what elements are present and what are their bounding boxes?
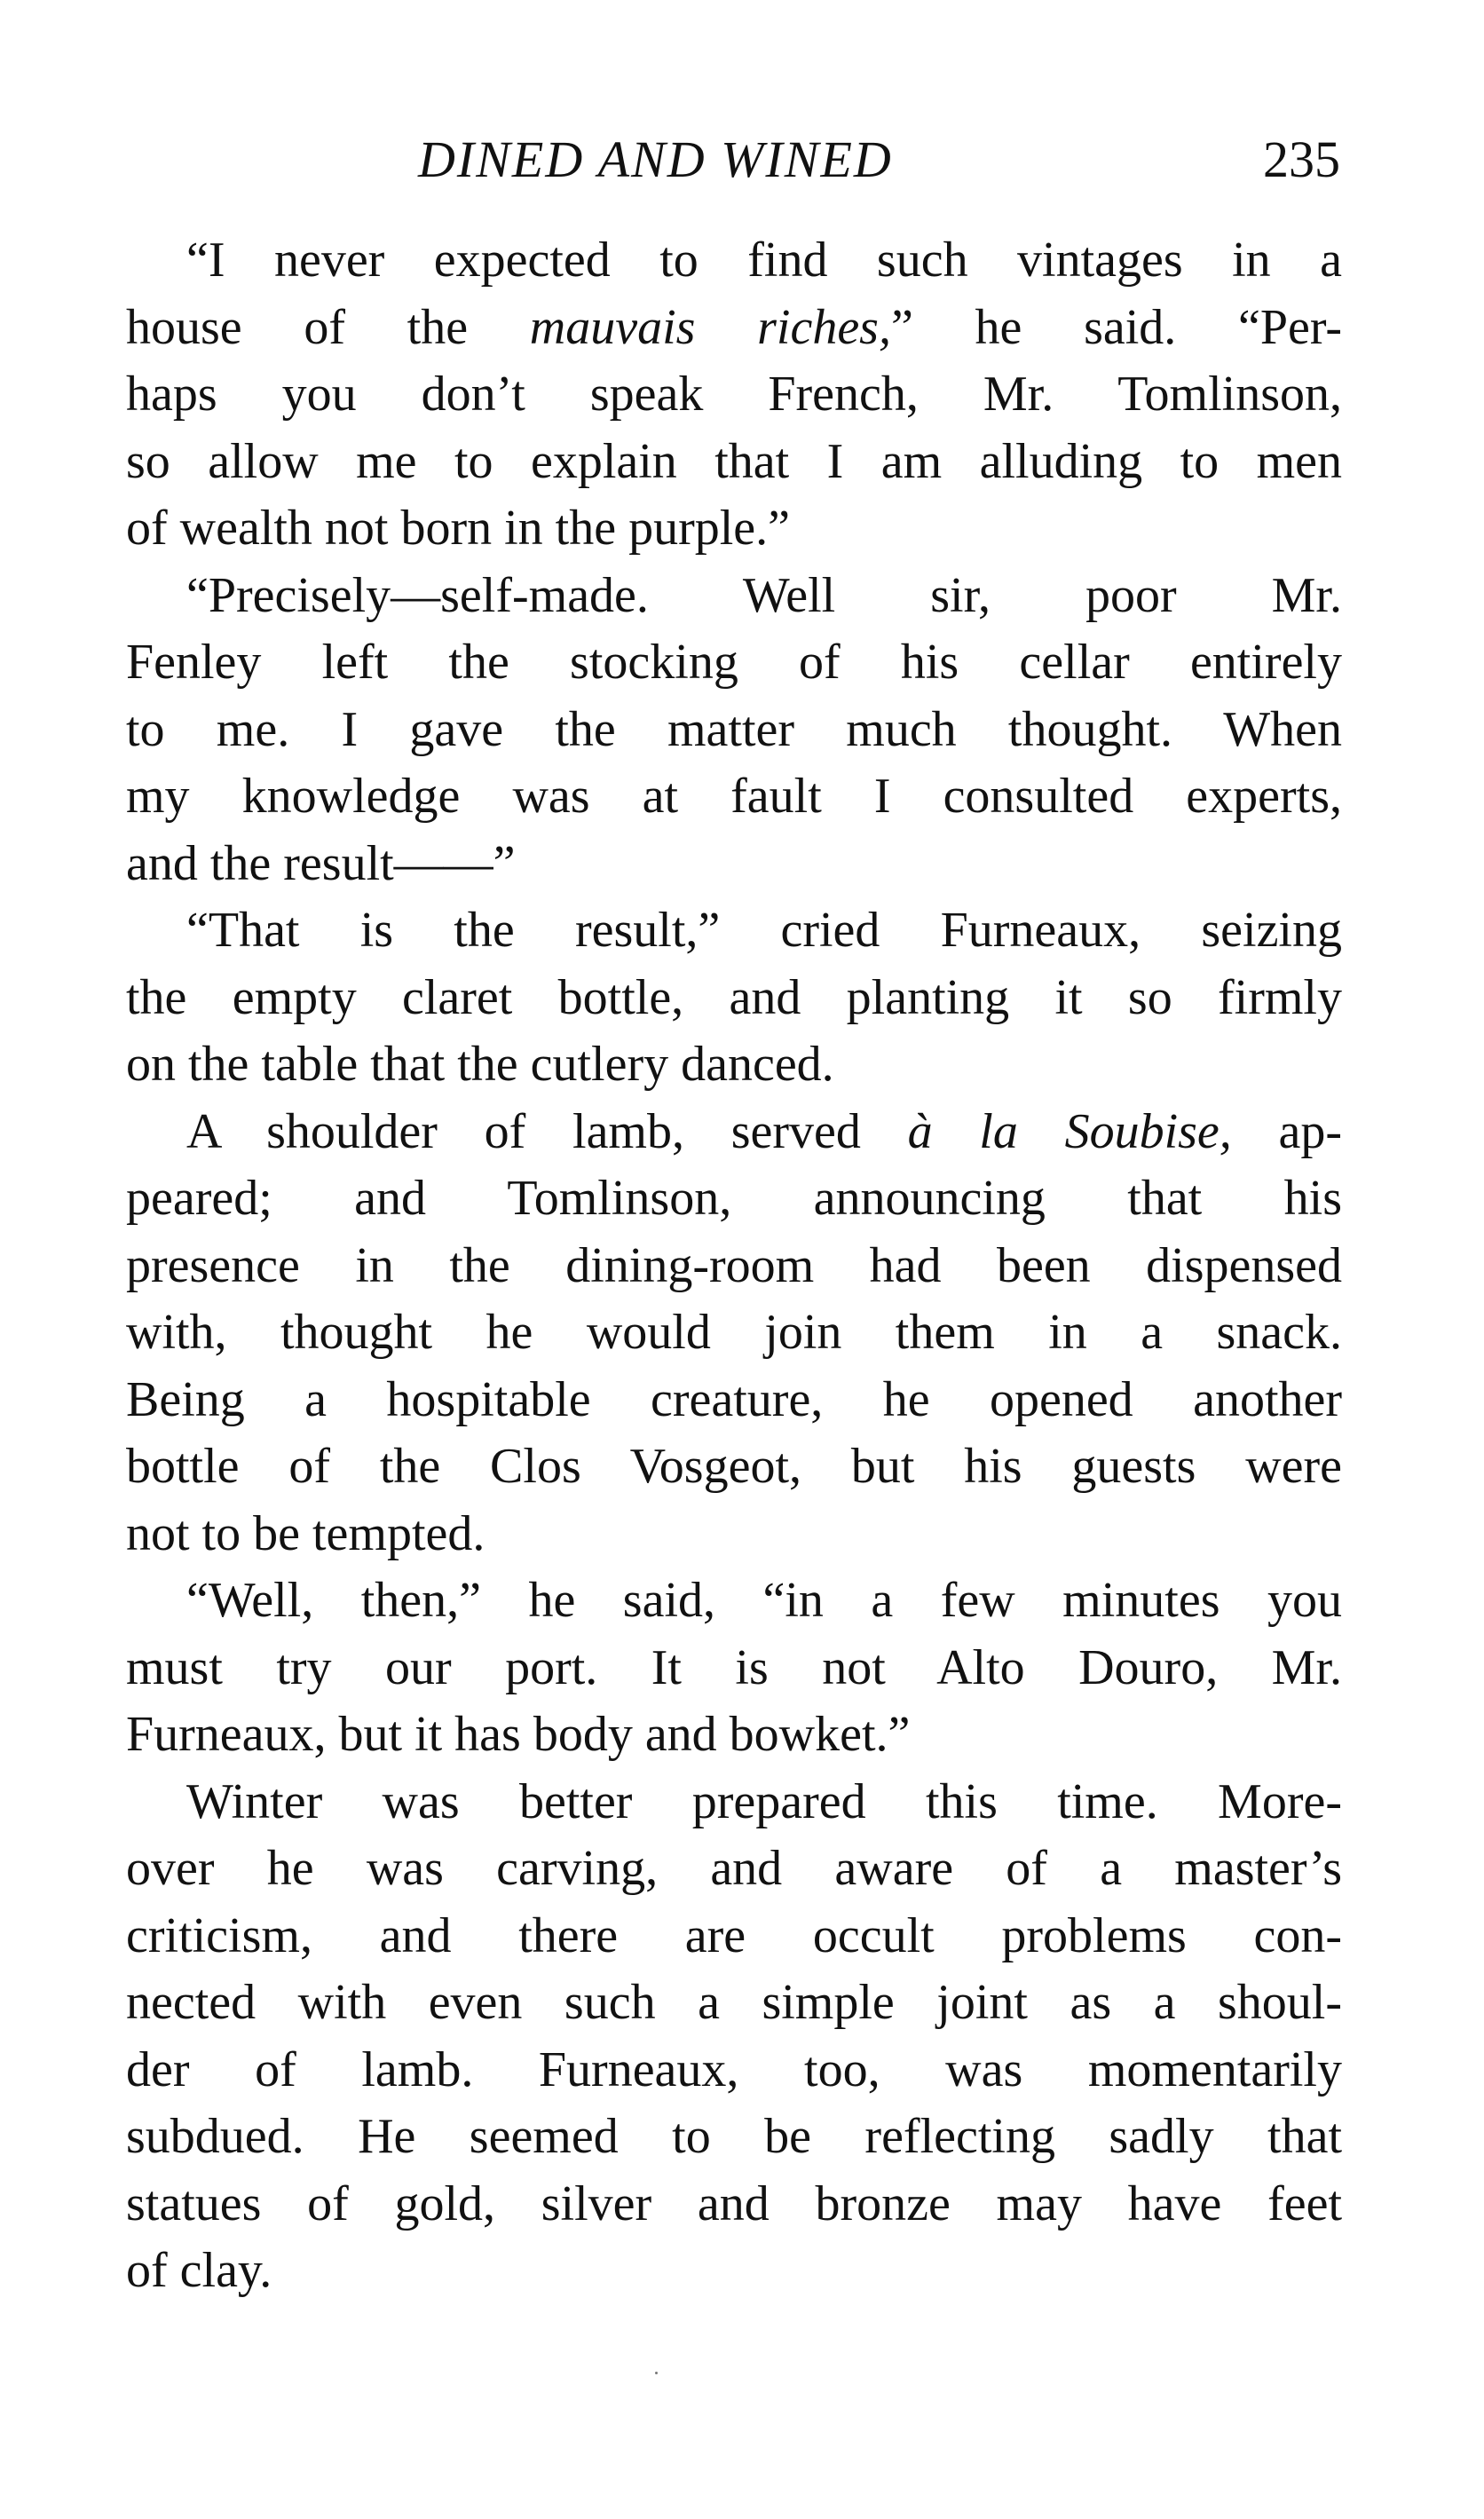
text-segment: criticism, and there are occult problems con- (126, 1907, 1342, 1963)
running-title: DINED AND WINED (418, 130, 893, 188)
text-line (126, 1769, 1342, 1836)
italic-phrase: à la Soubise, (907, 1103, 1232, 1159)
text-segment: on the table that the cutlery danced. (126, 1037, 834, 1092)
text-segment: of clay. (126, 2243, 272, 2298)
text-segment: “Precisely—self-made. Well sir, poor Mr. (186, 567, 1342, 623)
text-line (126, 495, 1342, 563)
text-segment: nected with even such a simple joint as a shoul- (126, 1975, 1342, 2030)
text-segment: Fenley left the stocking of his cellar entirely (126, 635, 1342, 690)
text-segment: must try our port. It is not Alto Douro, Mr. (126, 1639, 1342, 1695)
text-line (126, 227, 1342, 295)
paper-speck (655, 2372, 658, 2374)
italic-phrase: mauvais riches, (529, 299, 891, 355)
text-line (126, 361, 1342, 429)
text-segment: Being a hospitable creature, he opened another (126, 1371, 1342, 1427)
text-line (126, 1970, 1342, 2037)
text-line (126, 1233, 1342, 1300)
text-line (126, 1836, 1342, 1903)
text-line (126, 2171, 1342, 2239)
text-line (126, 2104, 1342, 2171)
text-segment: “That is the result,” cried Furneaux, seizing (186, 903, 1342, 958)
text-segment: Winter was better prepared this time. More- (186, 1773, 1342, 1829)
text-line (126, 1635, 1342, 1702)
text-line (126, 1367, 1342, 1434)
text-line (126, 1702, 1342, 1769)
text-line (126, 1433, 1342, 1501)
text-line (126, 965, 1342, 1032)
text-line (126, 1299, 1342, 1367)
text-segment: with, thought he would join them in a snack. (126, 1305, 1342, 1360)
text-segment: the empty claret bottle, and planting it so firmly (126, 969, 1342, 1025)
text-line (126, 2238, 1342, 2305)
text-segment: Furneaux, but it has body and bowket.” (126, 1707, 911, 1762)
text-segment: peared; and Tomlinson, announcing that his (126, 1171, 1342, 1226)
text-segment: “I never expected to find such vintages in a (186, 233, 1342, 288)
text-segment: house of the (126, 299, 530, 355)
text-segment: A shoulder of lamb, served (186, 1103, 908, 1159)
text-line (126, 1501, 1342, 1568)
text-segment: over he was carving, and aware of a master’s (126, 1841, 1342, 1896)
text-segment: my knowledge was at fault I consulted experts, (126, 769, 1342, 824)
page-header (131, 124, 1340, 195)
text-line (126, 1031, 1342, 1099)
text-segment: presence in the dining-room had been dispensed (126, 1237, 1342, 1293)
text-line (126, 563, 1342, 630)
text-line (126, 897, 1342, 965)
text-line (126, 1099, 1342, 1166)
text-line (126, 1903, 1342, 1970)
text-segment: to me. I gave the matter much thought. When (126, 701, 1342, 757)
text-segment: statues of gold, silver and bronze may have feet (126, 2176, 1342, 2231)
text-line (126, 2037, 1342, 2104)
text-segment: subdued. He seemed to be reflecting sadly that (126, 2109, 1342, 2164)
body-text (126, 227, 1342, 2305)
text-line (126, 1567, 1342, 1635)
text-line (126, 831, 1342, 898)
text-segment: bottle of the Clos Vosgeot, but his guests were (126, 1439, 1342, 1494)
text-segment: and the result——” (126, 835, 516, 891)
text-segment: ap- (1231, 1103, 1343, 1159)
text-line (126, 763, 1342, 831)
text-line (126, 697, 1342, 764)
text-segment: der of lamb. Furneaux, too, was momentarily (126, 2041, 1342, 2097)
text-line (126, 1165, 1342, 1233)
text-line (126, 295, 1342, 362)
text-segment: “Well, then,” he said, “in a few minutes you (186, 1573, 1342, 1628)
text-line (126, 429, 1342, 496)
text-segment: of wealth not born in the purple.” (126, 501, 791, 556)
text-segment: ” he said. “Per- (890, 299, 1342, 355)
text-segment: not to be tempted. (126, 1505, 485, 1561)
text-segment: so allow me to explain that I am alluding to men (126, 433, 1342, 489)
page-number: 235 (1263, 130, 1340, 188)
text-segment: haps you don’t speak French, Mr. Tomlinson, (126, 367, 1342, 422)
text-line (126, 629, 1342, 697)
